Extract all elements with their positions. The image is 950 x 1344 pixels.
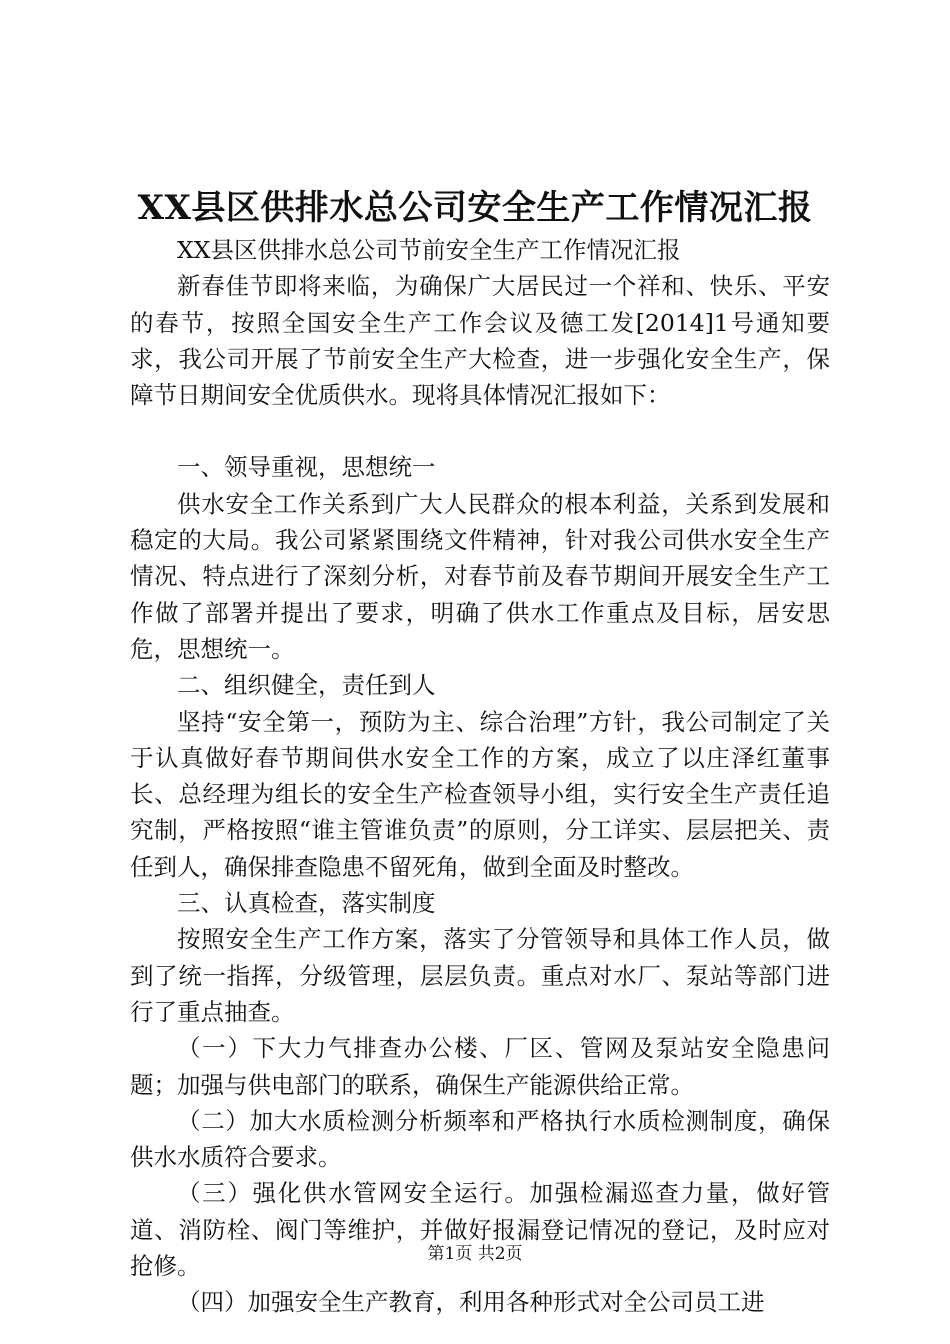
paragraph-subtitle: XX县区供排水总公司节前安全生产工作情况汇报 [177, 236, 681, 264]
paragraph-item-1: （一）下大力气排查办公楼、厂区、管网及泵站安全隐患问题；加强与供电部门的联系，确保生产能源供给正常。 [130, 1034, 830, 1099]
page-footer: 第1页 共2页 [427, 1244, 523, 1264]
paragraph-section-1: 供水安全工作关系到广大人民群众的根本利益，关系到发展和稳定的大局。我公司紧紧围绕文件精神，针对我公司供水安全生产情况、特点进行了深刻分析，对春节前及春节期间开展安全生产工作做了部署并提出了要求，明确了供水工作重点及目标，居安思危，思想统一。 [130, 489, 830, 663]
section-heading-2: 二、组织健全，责任到人 [177, 671, 436, 700]
paragraph-item-2: （二）加大水质检测分析频率和严格执行水质检测制度，确保供水水质符合要求。 [130, 1106, 830, 1172]
section-heading-3: 三、认真检查，落实制度 [177, 889, 436, 918]
document-body [130, 232, 830, 1321]
document-title: XX县区供排水总公司安全生产工作情况汇报 [137, 188, 813, 228]
paragraph-intro: 新春佳节即将来临，为确保广大居民过一个祥和、快乐、平安的春节，按照全国安全生产工作会议及德工发[2014]1号通知要求，我公司开展了节前安全生产大检查，进一步强化安全生产，保障节日期间安全优质供水。现将具体情况汇报如下： [130, 272, 830, 410]
paragraph-section-3: 按照安全生产工作方案，落实了分管领导和具体工作人员，做到了统一指挥，分级管理，层层负责。重点对水厂、泵站等部门进行了重点抽查。 [130, 925, 830, 1026]
paragraph-item-4: （四）加强安全生产教育，利用各种形式对全公司员工进 [177, 1288, 765, 1317]
paragraph-section-2: 坚持“安全第一，预防为主、综合治理”方针，我公司制定了关于认真做好春节期间供水安全工作的方案，成立了以庄泽红董事长、总经理为组长的安全生产检查领导小组，实行安全生产责任追究制，严格按照“谁主管谁负责”的原则，分工详实、层层把关、责任到人，确保排查隐患不留死角，做到全面及时整改。 [130, 707, 830, 881]
section-heading-1: 一、领导重视，思想统一 [177, 453, 436, 482]
paragraph-item-3: （三）强化供水管网安全运行。加强检漏巡查力量，做好管道、消防栓、阀门等维护，并做好报漏登记情况的登记，及时应对抢修。 [130, 1179, 830, 1281]
